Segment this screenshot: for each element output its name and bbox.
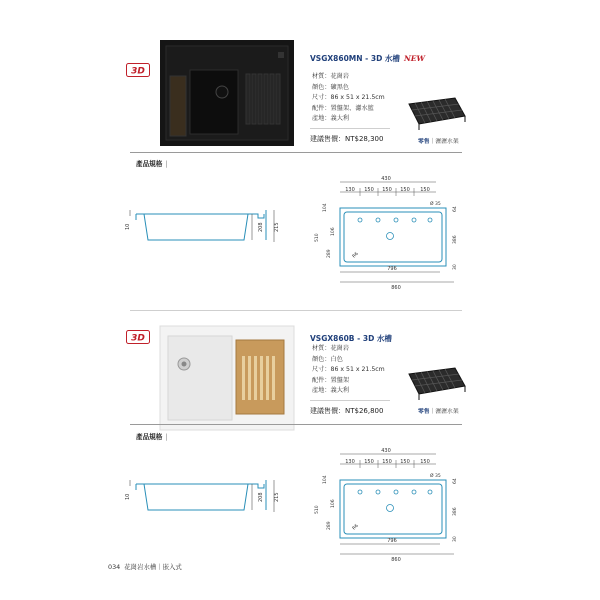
- svg-text:150: 150: [382, 187, 392, 193]
- product-2-price: 建議售價：NT$26,800: [310, 407, 384, 415]
- svg-text:215: 215: [274, 492, 280, 502]
- footer-category: 花崗岩水槽｜嵌入式: [124, 563, 182, 571]
- divider: [310, 128, 390, 129]
- sink-side-profile-diagram: [126, 200, 286, 250]
- svg-text:860: 860: [391, 557, 401, 563]
- svg-text:106: 106: [331, 227, 336, 236]
- svg-text:510: 510: [315, 233, 320, 242]
- drying-rack-image: [403, 94, 469, 134]
- product-1-model: VSGX860MN - 3D 水槽 NEW: [310, 54, 425, 63]
- dim-hole: Ø 35: [430, 202, 441, 207]
- svg-text:796: 796: [387, 538, 397, 544]
- svg-text:289: 289: [327, 249, 332, 258]
- dim-radius: R6: [351, 251, 360, 260]
- section-divider: [130, 424, 462, 425]
- new-tag: NEW: [403, 54, 425, 63]
- 3d-badge-icon: [126, 330, 150, 344]
- product-1-price: 建議售價：NT$28,300: [310, 135, 384, 143]
- svg-text:64: 64: [453, 478, 458, 484]
- svg-text:150: 150: [420, 187, 430, 193]
- product-1-specs: 材質：花崗岩 顏色：礦黑色 尺寸：86 x 51 x 21.5cm 配件：置盤架、濾水籃 產地：義大利: [312, 73, 385, 123]
- svg-text:430: 430: [381, 448, 391, 454]
- dim-side-215: 215: [274, 222, 280, 232]
- dim-top-total: 430: [381, 176, 391, 182]
- svg-text:150: 150: [420, 459, 430, 465]
- product-2-model: VSGX860B - 3D 水槽: [310, 334, 392, 343]
- drying-rack-image: [403, 364, 469, 404]
- svg-text:104: 104: [323, 203, 328, 212]
- svg-text:64: 64: [453, 206, 458, 212]
- dim-side-208: 208: [258, 222, 264, 232]
- svg-text:510: 510: [315, 505, 320, 514]
- 3d-badge-text: 3D: [131, 66, 145, 77]
- page-number: 034: [108, 563, 121, 571]
- 3d-badge-text: 3D: [131, 333, 145, 344]
- svg-text:289: 289: [327, 521, 332, 530]
- svg-text:30: 30: [453, 536, 458, 542]
- svg-text:150: 150: [400, 187, 410, 193]
- svg-text:104: 104: [323, 475, 328, 484]
- sink-side-profile-diagram: [126, 470, 286, 520]
- svg-text:R6: R6: [351, 523, 360, 532]
- product-separator: [130, 310, 462, 311]
- sink-top-view-diagram: [310, 172, 460, 292]
- dim-side-10: 10: [125, 223, 131, 230]
- divider: [310, 400, 390, 401]
- svg-text:386: 386: [453, 507, 458, 516]
- svg-text:150: 150: [364, 459, 374, 465]
- product-1-accessory: 零售｜瀝瀝水架: [418, 139, 459, 145]
- black-sink-image: [160, 40, 294, 146]
- svg-text:130: 130: [345, 187, 355, 193]
- svg-text:30: 30: [453, 264, 458, 270]
- product-2-section-title: 產品規格 |: [136, 433, 168, 441]
- svg-text:150: 150: [400, 459, 410, 465]
- white-sink-image: [160, 326, 294, 430]
- svg-text:106: 106: [331, 499, 336, 508]
- product-2-accessory: 零售｜瀝瀝水架: [418, 409, 459, 415]
- svg-text:860: 860: [391, 285, 401, 291]
- sink-top-view-diagram: [310, 444, 460, 564]
- svg-text:Ø 35: Ø 35: [430, 474, 441, 479]
- svg-text:150: 150: [364, 187, 374, 193]
- product-2-specs: 材質：花崗岩 顏色：白色 尺寸：86 x 51 x 21.5cm 配件：置盤架 產地：義大利: [312, 345, 385, 395]
- svg-text:796: 796: [387, 266, 397, 272]
- svg-text:208: 208: [258, 492, 264, 502]
- section-divider: [130, 152, 462, 153]
- svg-text:386: 386: [453, 235, 458, 244]
- page-footer: [108, 562, 182, 571]
- svg-text:130: 130: [345, 459, 355, 465]
- svg-text:10: 10: [125, 493, 131, 500]
- product-1-section-title: 產品規格 |: [136, 160, 168, 168]
- 3d-badge-icon: [126, 63, 150, 77]
- svg-text:150: 150: [382, 459, 392, 465]
